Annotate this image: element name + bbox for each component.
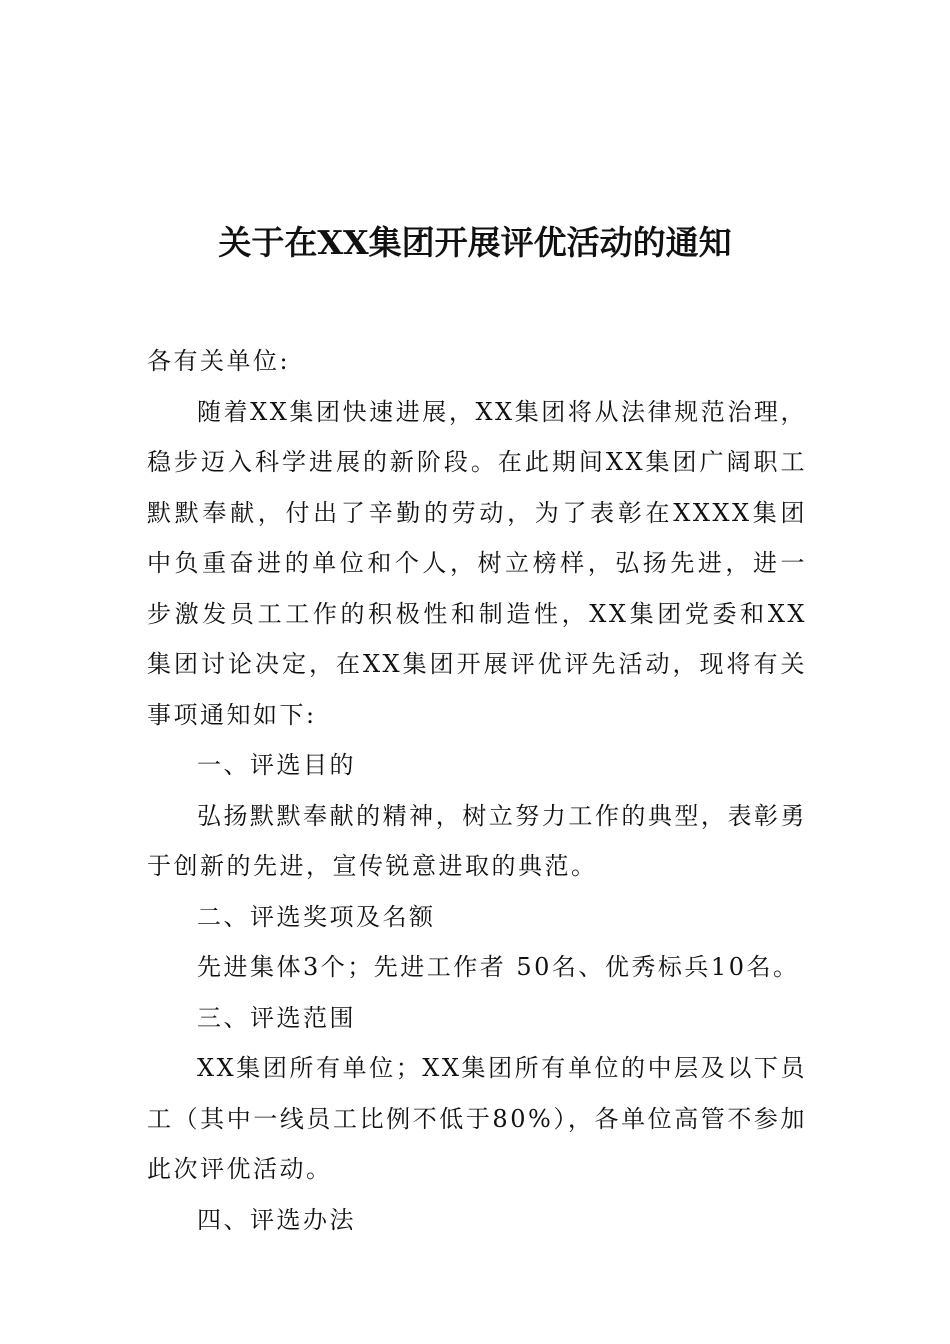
intro-paragraph: 随着XX集团快速进展，XX集团将从法律规范治理，稳步迈入科学进展的新阶段。在此期间XX集团广阔职工默默奉献，付出了辛勤的劳动，为了表彰在XXXX集团中负重奋进的单位和个人，树立榜样，弘扬先进，进一步激发员工工作的积极性和制造性，XX集团党委和XX集团讨论决定，在XX集团开展评优评先活动，现将有关事项通知如下: [147, 397, 807, 729]
section-heading-purpose: 一、评选目的 [197, 751, 356, 779]
scope-paragraph: XX集团所有单位；XX集团所有单位的中层及以下员工（其中一线员工比例不低于80%），各单位高管不参加此次评优活动。 [147, 1054, 807, 1183]
section-heading-scope: 三、评选范围 [197, 1003, 356, 1032]
salutation: 各有关单位: [147, 347, 291, 375]
section-heading-method: 四、评选办法 [197, 1205, 356, 1234]
section-heading-awards: 二、评选奖项及名额 [197, 902, 436, 931]
document-title: 关于在XX集团开展评优活动的通知 [218, 223, 732, 262]
purpose-paragraph: 弘扬默默奉献的精神，树立努力工作的典型，表彰勇于创新的先进，宣传锐意进取的典范。 [147, 801, 807, 880]
document-body [147, 336, 807, 1245]
awards-paragraph: 先进集体3个；先进工作者 50名、优秀标兵10名。 [197, 953, 800, 981]
